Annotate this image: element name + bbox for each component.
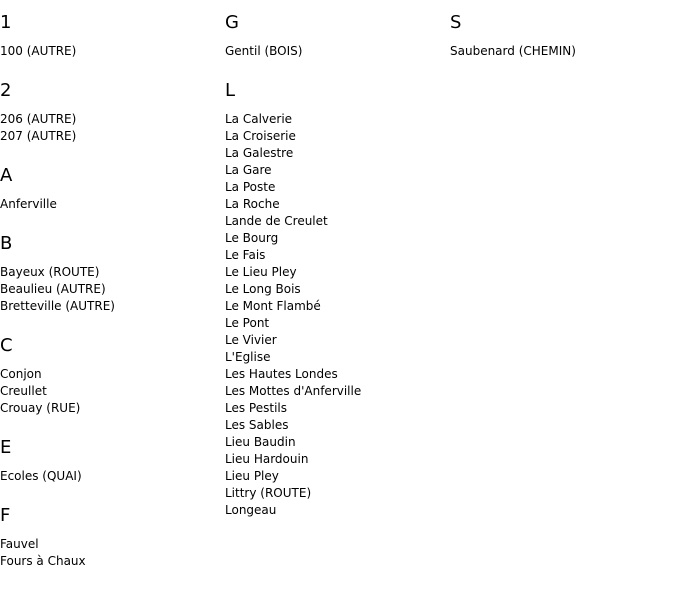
group-letter-heading: E bbox=[0, 437, 12, 458]
group-letter-heading: 2 bbox=[0, 80, 12, 101]
street-link[interactable]: Lieu Pley bbox=[225, 469, 279, 483]
letter-group bbox=[450, 12, 675, 60]
street-link[interactable]: Creullet bbox=[0, 384, 47, 398]
street-link[interactable]: La Calverie bbox=[225, 112, 293, 126]
street-link[interactable]: Conjon bbox=[0, 367, 42, 381]
street-link[interactable]: Beaulieu (AUTRE) bbox=[0, 282, 106, 296]
index-column-2 bbox=[225, 12, 450, 590]
street-link[interactable]: 100 (AUTRE) bbox=[0, 44, 77, 58]
street-link[interactable]: Le Pont bbox=[225, 316, 270, 330]
street-link[interactable]: Fours à Chaux bbox=[0, 554, 86, 568]
letter-group bbox=[0, 165, 225, 213]
letter-group bbox=[0, 335, 225, 417]
street-link[interactable]: Les Hautes Londes bbox=[225, 367, 338, 381]
street-link[interactable]: Le Bourg bbox=[225, 231, 279, 245]
group-letter-heading: A bbox=[0, 165, 13, 186]
letter-group bbox=[0, 233, 225, 315]
street-link[interactable]: Ecoles (QUAI) bbox=[0, 469, 82, 483]
letter-group bbox=[225, 80, 450, 519]
letter-group bbox=[0, 12, 225, 60]
street-link[interactable]: Gentil (BOIS) bbox=[225, 44, 303, 58]
street-link[interactable]: Anferville bbox=[0, 197, 57, 211]
street-link[interactable]: La Roche bbox=[225, 197, 280, 211]
street-link[interactable]: Crouay (RUE) bbox=[0, 401, 81, 415]
street-link[interactable]: Les Sables bbox=[225, 418, 289, 432]
street-link[interactable]: 206 (AUTRE) bbox=[0, 112, 77, 126]
street-link[interactable]: La Croiserie bbox=[225, 129, 296, 143]
index-column-1 bbox=[0, 12, 225, 590]
group-letter-heading: B bbox=[0, 233, 13, 254]
group-letter-heading: L bbox=[225, 80, 236, 101]
group-letter-heading: 1 bbox=[0, 12, 12, 33]
group-letter-heading: C bbox=[0, 335, 13, 356]
street-index bbox=[0, 12, 675, 590]
street-link[interactable]: Lieu Baudin bbox=[225, 435, 296, 449]
group-letter-heading: S bbox=[450, 12, 462, 33]
street-link[interactable]: La Gare bbox=[225, 163, 272, 177]
street-link[interactable]: Lande de Creulet bbox=[225, 214, 328, 228]
street-link[interactable]: Le Fais bbox=[225, 248, 266, 262]
letter-group bbox=[0, 80, 225, 145]
letter-group bbox=[225, 12, 450, 60]
street-link[interactable]: Les Pestils bbox=[225, 401, 287, 415]
street-link[interactable]: L'Eglise bbox=[225, 350, 271, 364]
letter-group bbox=[0, 437, 225, 485]
street-link[interactable]: Le Vivier bbox=[225, 333, 277, 347]
index-column-3 bbox=[450, 12, 675, 590]
group-letter-heading: F bbox=[0, 505, 11, 526]
street-link[interactable]: Longeau bbox=[225, 503, 277, 517]
street-link[interactable]: 207 (AUTRE) bbox=[0, 129, 77, 143]
street-link[interactable]: Lieu Hardouin bbox=[225, 452, 309, 466]
street-link[interactable]: Bayeux (ROUTE) bbox=[0, 265, 100, 279]
street-link[interactable]: Saubenard (CHEMIN) bbox=[450, 44, 576, 58]
street-link[interactable]: La Galestre bbox=[225, 146, 294, 160]
street-link[interactable]: Le Lieu Pley bbox=[225, 265, 297, 279]
street-link[interactable]: Fauvel bbox=[0, 537, 39, 551]
street-link[interactable]: Bretteville (AUTRE) bbox=[0, 299, 115, 313]
street-link[interactable]: Le Mont Flambé bbox=[225, 299, 321, 313]
street-link[interactable]: Le Long Bois bbox=[225, 282, 301, 296]
street-link[interactable]: Les Mottes d'Anferville bbox=[225, 384, 362, 398]
street-link[interactable]: La Poste bbox=[225, 180, 276, 194]
street-link[interactable]: Littry (ROUTE) bbox=[225, 486, 312, 500]
letter-group bbox=[0, 505, 225, 570]
group-letter-heading: G bbox=[225, 12, 239, 33]
